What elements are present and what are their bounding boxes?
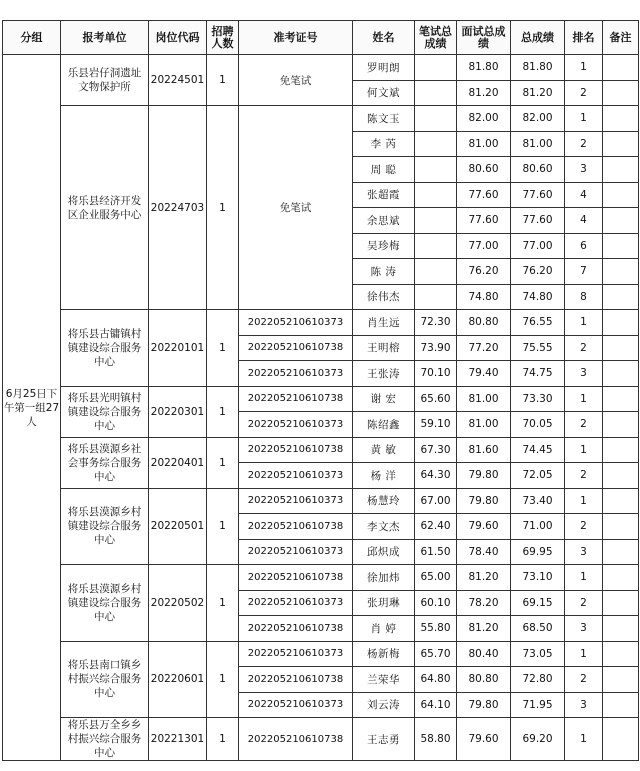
note-cell — [603, 80, 639, 106]
rank-cell: 2 — [565, 131, 603, 157]
interview-score-cell: 81.80 — [457, 55, 511, 81]
name-cell: 杨新梅 — [353, 641, 415, 667]
total-score-cell: 76.55 — [511, 310, 565, 336]
ticket-cell: 202205210610738 — [239, 335, 353, 361]
total-score-cell: 73.40 — [511, 488, 565, 514]
header-unit: 报考单位 — [61, 21, 149, 55]
count-cell: 1 — [207, 310, 239, 387]
note-cell — [603, 259, 639, 285]
code-cell: 20220502 — [149, 565, 207, 642]
total-score-cell: 74.45 — [511, 437, 565, 463]
group-cell: 6月25日下午第一组27人 — [3, 55, 61, 761]
note-cell — [603, 565, 639, 591]
note-cell — [603, 463, 639, 489]
count-cell: 1 — [207, 565, 239, 642]
written-score-cell — [415, 131, 457, 157]
total-score-cell: 70.05 — [511, 412, 565, 438]
rank-cell: 2 — [565, 667, 603, 693]
unit-cell: 将乐县漠源乡村镇建设综合服务中心 — [61, 488, 149, 565]
rank-cell: 1 — [565, 310, 603, 336]
note-cell — [603, 386, 639, 412]
written-score-cell — [415, 80, 457, 106]
rank-cell: 4 — [565, 208, 603, 234]
note-cell — [603, 208, 639, 234]
header-rank: 排名 — [565, 21, 603, 55]
rank-cell: 3 — [565, 692, 603, 718]
name-cell: 王张涛 — [353, 361, 415, 387]
note-cell — [603, 412, 639, 438]
total-score-cell: 68.50 — [511, 616, 565, 642]
ticket-cell: 202205210610373 — [239, 361, 353, 387]
written-score-cell — [415, 182, 457, 208]
total-score-cell: 71.95 — [511, 692, 565, 718]
ticket-cell: 202205210610738 — [239, 437, 353, 463]
name-cell: 刘云涛 — [353, 692, 415, 718]
header-note: 备注 — [603, 21, 639, 55]
rank-cell: 2 — [565, 514, 603, 540]
written-score-cell: 73.90 — [415, 335, 457, 361]
table-row — [3, 565, 639, 591]
interview-score-cell: 81.00 — [457, 386, 511, 412]
total-score-cell: 81.00 — [511, 131, 565, 157]
ticket-cell: 202205210610373 — [239, 539, 353, 565]
interview-score-cell: 80.60 — [457, 157, 511, 183]
unit-cell: 将乐县南口镇乡村振兴综合服务中心 — [61, 641, 149, 718]
rank-cell: 2 — [565, 590, 603, 616]
table-row — [3, 488, 639, 514]
name-cell: 何文斌 — [353, 80, 415, 106]
unit-cell: 将乐县漠源乡社会事务综合服务中心 — [61, 437, 149, 488]
ticket-cell: 202205210610738 — [239, 514, 353, 540]
header-written: 笔试总成绩 — [415, 21, 457, 55]
written-score-cell: 64.30 — [415, 463, 457, 489]
code-cell: 20220601 — [149, 641, 207, 718]
name-cell: 李 芮 — [353, 131, 415, 157]
written-score-cell — [415, 259, 457, 285]
header-name: 姓名 — [353, 21, 415, 55]
interview-score-cell: 79.40 — [457, 361, 511, 387]
count-cell: 1 — [207, 386, 239, 437]
name-cell: 张玥琳 — [353, 590, 415, 616]
rank-cell: 1 — [565, 718, 603, 761]
interview-score-cell: 76.20 — [457, 259, 511, 285]
ticket-cell: 202205210610373 — [239, 641, 353, 667]
total-score-cell: 75.55 — [511, 335, 565, 361]
code-cell: 20220501 — [149, 488, 207, 565]
rank-cell: 8 — [565, 284, 603, 310]
total-score-cell: 72.05 — [511, 463, 565, 489]
total-score-cell: 77.00 — [511, 233, 565, 259]
interview-score-cell: 81.20 — [457, 80, 511, 106]
name-cell: 陈文玉 — [353, 106, 415, 132]
count-cell: 1 — [207, 641, 239, 718]
name-cell: 兰荣华 — [353, 667, 415, 693]
name-cell: 王明榕 — [353, 335, 415, 361]
total-score-cell: 73.05 — [511, 641, 565, 667]
name-cell: 张超霞 — [353, 182, 415, 208]
rank-cell: 2 — [565, 463, 603, 489]
ticket-cell: 202205210610373 — [239, 412, 353, 438]
rank-cell: 3 — [565, 361, 603, 387]
total-score-cell: 73.30 — [511, 386, 565, 412]
name-cell: 陈 涛 — [353, 259, 415, 285]
results-table — [2, 20, 639, 761]
total-score-cell: 77.60 — [511, 208, 565, 234]
interview-score-cell: 78.20 — [457, 590, 511, 616]
code-cell: 20220401 — [149, 437, 207, 488]
total-score-cell: 71.00 — [511, 514, 565, 540]
written-score-cell: 60.10 — [415, 590, 457, 616]
note-cell — [603, 616, 639, 642]
written-score-cell — [415, 157, 457, 183]
name-cell: 王志勇 — [353, 718, 415, 761]
ticket-cell: 202205210610373 — [239, 488, 353, 514]
name-cell: 黄 敏 — [353, 437, 415, 463]
header-count: 招聘人数 — [207, 21, 239, 55]
note-cell — [603, 361, 639, 387]
name-cell: 邱炽成 — [353, 539, 415, 565]
count-cell: 1 — [207, 55, 239, 106]
note-cell — [603, 131, 639, 157]
note-cell — [603, 437, 639, 463]
table-row — [3, 641, 639, 667]
written-score-cell: 67.30 — [415, 437, 457, 463]
interview-score-cell: 79.80 — [457, 692, 511, 718]
rank-cell: 3 — [565, 157, 603, 183]
code-cell: 20221301 — [149, 718, 207, 761]
total-score-cell: 81.20 — [511, 80, 565, 106]
total-score-cell: 82.00 — [511, 106, 565, 132]
total-score-cell: 69.95 — [511, 539, 565, 565]
note-cell — [603, 488, 639, 514]
rank-cell: 1 — [565, 488, 603, 514]
code-cell: 20224703 — [149, 106, 207, 310]
ticket-cell: 202205210610373 — [239, 692, 353, 718]
written-score-cell — [415, 208, 457, 234]
ticket-cell: 202205210610738 — [239, 667, 353, 693]
note-cell — [603, 310, 639, 336]
interview-score-cell: 81.00 — [457, 412, 511, 438]
unit-cell: 将乐县经济开发区企业服务中心 — [61, 106, 149, 310]
interview-score-cell: 81.20 — [457, 565, 511, 591]
table-row — [3, 106, 639, 132]
table-row — [3, 310, 639, 336]
unit-cell: 将乐县光明镇村镇建设综合服务中心 — [61, 386, 149, 437]
unit-cell: 乐县岩仔洞遗址文物保护所 — [61, 55, 149, 106]
ticket-cell: 免笔试 — [239, 55, 353, 106]
note-cell — [603, 641, 639, 667]
total-score-cell: 73.10 — [511, 565, 565, 591]
written-score-cell: 65.60 — [415, 386, 457, 412]
note-cell — [603, 718, 639, 761]
written-score-cell — [415, 55, 457, 81]
written-score-cell: 72.30 — [415, 310, 457, 336]
rank-cell: 1 — [565, 437, 603, 463]
unit-cell: 将乐县万全乡乡村振兴综合服务中心 — [61, 718, 149, 761]
total-score-cell: 81.80 — [511, 55, 565, 81]
rank-cell: 2 — [565, 80, 603, 106]
rank-cell: 2 — [565, 335, 603, 361]
name-cell: 余思斌 — [353, 208, 415, 234]
written-score-cell — [415, 284, 457, 310]
interview-score-cell: 80.40 — [457, 641, 511, 667]
written-score-cell: 64.80 — [415, 667, 457, 693]
name-cell: 谢 宏 — [353, 386, 415, 412]
ticket-cell: 202205210610738 — [239, 565, 353, 591]
count-cell: 1 — [207, 437, 239, 488]
rank-cell: 3 — [565, 539, 603, 565]
header-row — [3, 21, 639, 55]
note-cell — [603, 106, 639, 132]
name-cell: 徐伟杰 — [353, 284, 415, 310]
written-score-cell: 64.10 — [415, 692, 457, 718]
rank-cell: 7 — [565, 259, 603, 285]
rank-cell: 1 — [565, 641, 603, 667]
rank-cell: 1 — [565, 55, 603, 81]
name-cell: 罗明朗 — [353, 55, 415, 81]
rank-cell: 1 — [565, 565, 603, 591]
written-score-cell: 55.80 — [415, 616, 457, 642]
name-cell: 吴珍梅 — [353, 233, 415, 259]
note-cell — [603, 667, 639, 693]
name-cell: 肖生远 — [353, 310, 415, 336]
written-score-cell: 61.50 — [415, 539, 457, 565]
header-ticket: 准考证号 — [239, 21, 353, 55]
interview-score-cell: 81.20 — [457, 616, 511, 642]
interview-score-cell: 77.00 — [457, 233, 511, 259]
written-score-cell: 62.40 — [415, 514, 457, 540]
code-cell: 20224501 — [149, 55, 207, 106]
interview-score-cell: 78.40 — [457, 539, 511, 565]
total-score-cell: 80.60 — [511, 157, 565, 183]
total-score-cell: 76.20 — [511, 259, 565, 285]
written-score-cell: 58.80 — [415, 718, 457, 761]
header-group: 分组 — [3, 21, 61, 55]
name-cell: 肖 婷 — [353, 616, 415, 642]
written-score-cell: 70.10 — [415, 361, 457, 387]
name-cell: 徐加炜 — [353, 565, 415, 591]
written-score-cell: 65.00 — [415, 565, 457, 591]
total-score-cell: 72.80 — [511, 667, 565, 693]
interview-score-cell: 77.60 — [457, 208, 511, 234]
ticket-cell: 202205210610373 — [239, 590, 353, 616]
note-cell — [603, 514, 639, 540]
note-cell — [603, 182, 639, 208]
name-cell: 杨 洋 — [353, 463, 415, 489]
table-row — [3, 718, 639, 761]
code-cell: 20220301 — [149, 386, 207, 437]
rank-cell: 2 — [565, 412, 603, 438]
rank-cell: 6 — [565, 233, 603, 259]
interview-score-cell: 79.80 — [457, 463, 511, 489]
rank-cell: 4 — [565, 182, 603, 208]
written-score-cell — [415, 233, 457, 259]
interview-score-cell: 79.60 — [457, 718, 511, 761]
note-cell — [603, 233, 639, 259]
note-cell — [603, 692, 639, 718]
note-cell — [603, 590, 639, 616]
ticket-cell: 202205210610738 — [239, 718, 353, 761]
ticket-cell: 202205210610738 — [239, 616, 353, 642]
count-cell: 1 — [207, 488, 239, 565]
code-cell: 20220101 — [149, 310, 207, 387]
name-cell: 周 聪 — [353, 157, 415, 183]
ticket-cell: 免笔试 — [239, 106, 353, 310]
name-cell: 杨慧玲 — [353, 488, 415, 514]
total-score-cell: 69.20 — [511, 718, 565, 761]
written-score-cell — [415, 106, 457, 132]
interview-score-cell: 81.00 — [457, 131, 511, 157]
total-score-cell: 77.60 — [511, 182, 565, 208]
header-total: 总成绩 — [511, 21, 565, 55]
note-cell — [603, 539, 639, 565]
ticket-cell: 202205210610738 — [239, 386, 353, 412]
name-cell: 李文杰 — [353, 514, 415, 540]
results-body — [3, 55, 639, 761]
note-cell — [603, 284, 639, 310]
unit-cell: 将乐县漠源乡村镇建设综合服务中心 — [61, 565, 149, 642]
table-row — [3, 55, 639, 81]
count-cell: 1 — [207, 106, 239, 310]
total-score-cell: 74.75 — [511, 361, 565, 387]
interview-score-cell: 79.60 — [457, 514, 511, 540]
interview-score-cell: 77.20 — [457, 335, 511, 361]
written-score-cell: 65.70 — [415, 641, 457, 667]
note-cell — [603, 335, 639, 361]
interview-score-cell: 80.80 — [457, 667, 511, 693]
interview-score-cell: 79.80 — [457, 488, 511, 514]
name-cell: 陈绍鑫 — [353, 412, 415, 438]
rank-cell: 3 — [565, 616, 603, 642]
interview-score-cell: 80.80 — [457, 310, 511, 336]
header-code: 岗位代码 — [149, 21, 207, 55]
rank-cell: 1 — [565, 386, 603, 412]
interview-score-cell: 81.60 — [457, 437, 511, 463]
ticket-cell: 202205210610373 — [239, 463, 353, 489]
interview-score-cell: 74.80 — [457, 284, 511, 310]
total-score-cell: 74.80 — [511, 284, 565, 310]
note-cell — [603, 157, 639, 183]
header-interview: 面试总成绩 — [457, 21, 511, 55]
table-row — [3, 386, 639, 412]
note-cell — [603, 55, 639, 81]
rank-cell: 1 — [565, 106, 603, 132]
count-cell: 1 — [207, 718, 239, 761]
total-score-cell: 69.15 — [511, 590, 565, 616]
interview-score-cell: 82.00 — [457, 106, 511, 132]
table-row — [3, 437, 639, 463]
interview-score-cell: 77.60 — [457, 182, 511, 208]
unit-cell: 将乐县古镛镇村镇建设综合服务中心 — [61, 310, 149, 387]
ticket-cell: 202205210610373 — [239, 310, 353, 336]
written-score-cell: 59.10 — [415, 412, 457, 438]
written-score-cell: 67.00 — [415, 488, 457, 514]
